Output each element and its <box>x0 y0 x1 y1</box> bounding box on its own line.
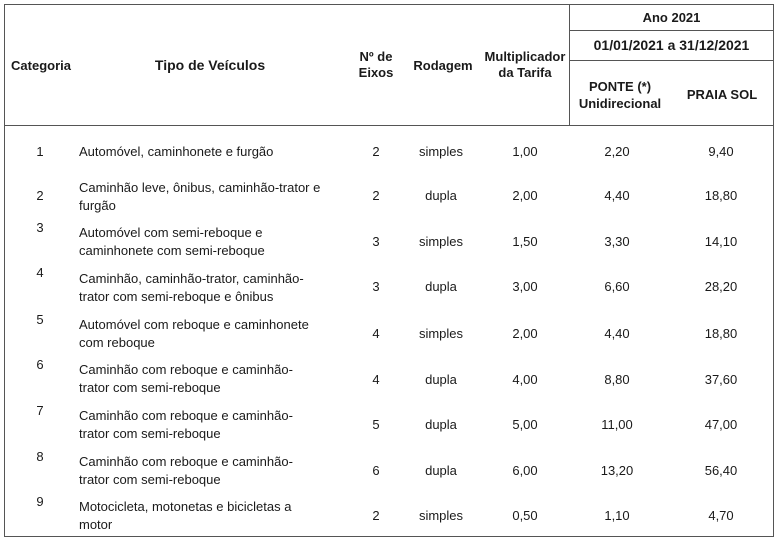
row-categoria: 1 <box>36 144 44 159</box>
row-tipo-line1: Automóvel com semi-reboque e <box>79 225 263 240</box>
row-praia-sol: 18,80 <box>704 188 738 203</box>
row-tipo-line1: Caminhão com reboque e caminhão- <box>79 362 293 377</box>
row-tipo-line1: Caminhão leve, ônibus, caminhão-trator e <box>79 180 321 195</box>
header-eixos-line2: Eixos <box>358 65 394 80</box>
row-tipo-line2: caminhonete com semi-reboque <box>79 243 265 258</box>
row-tipo-line2: furgão <box>79 198 116 213</box>
row-ponte: 2,20 <box>604 144 630 159</box>
row-multiplicador: 2,00 <box>512 188 538 203</box>
row-rodagem: dupla <box>425 279 457 294</box>
header-ponte-line1: PONTE (*) <box>588 79 652 94</box>
row-eixos: 4 <box>372 372 380 387</box>
row-multiplicador: 1,50 <box>512 234 538 249</box>
header-rodagem: Rodagem <box>413 58 473 73</box>
header-eixos-line1: Nº de <box>359 49 393 64</box>
row-rodagem: dupla <box>425 417 457 432</box>
row-tipo-line2: trator com semi-reboque <box>79 472 221 487</box>
header-divider-periodo <box>569 60 774 61</box>
row-multiplicador: 2,00 <box>512 326 538 341</box>
row-rodagem: dupla <box>425 463 457 478</box>
header-tipo-veiculos: Tipo de Veículos <box>154 57 266 73</box>
row-multiplicador: 0,50 <box>512 508 538 523</box>
row-praia-sol: 9,40 <box>708 144 734 159</box>
row-multiplicador: 6,00 <box>512 463 538 478</box>
row-eixos: 3 <box>372 279 380 294</box>
row-categoria: 5 <box>36 312 44 327</box>
row-tipo-line2: com reboque <box>79 335 155 350</box>
header-periodo: 01/01/2021 a 31/12/2021 <box>593 37 750 53</box>
row-rodagem: simples <box>418 326 464 341</box>
row-rodagem: simples <box>418 234 464 249</box>
row-categoria: 6 <box>36 357 44 372</box>
row-rodagem: simples <box>418 508 464 523</box>
row-ponte: 11,00 <box>601 417 633 432</box>
row-ponte: 1,10 <box>604 508 630 523</box>
header-ponte-line2: Unidirecional <box>578 96 662 111</box>
header-praia-sol: PRAIA SOL <box>686 87 758 102</box>
row-tipo-line1: Caminhão com reboque e caminhão- <box>79 454 293 469</box>
header-bottom-border <box>4 125 774 126</box>
row-rodagem: dupla <box>425 372 457 387</box>
row-categoria: 7 <box>36 403 44 418</box>
row-tipo-line1: Motocicleta, motonetas e bicicletas a <box>79 499 292 514</box>
row-categoria: 3 <box>36 220 44 235</box>
row-tipo-line1: Caminhão com reboque e caminhão- <box>79 408 293 423</box>
row-eixos: 3 <box>372 234 380 249</box>
row-praia-sol: 56,40 <box>704 463 738 478</box>
header-ano: Ano 2021 <box>642 10 701 25</box>
row-praia-sol: 14,10 <box>704 234 738 249</box>
row-eixos: 2 <box>372 508 380 523</box>
row-tipo-line2: trator com semi-reboque <box>79 426 221 441</box>
row-ponte: 13,20 <box>600 463 634 478</box>
row-praia-sol: 18,80 <box>704 326 738 341</box>
header-divider-ano <box>569 30 774 31</box>
row-eixos: 5 <box>372 417 380 432</box>
row-ponte: 4,40 <box>604 326 630 341</box>
row-eixos: 4 <box>372 326 380 341</box>
row-tipo-line2: trator com semi-reboque e ônibus <box>79 289 274 304</box>
header-multiplicador-line1: Multiplicador <box>484 49 566 64</box>
row-eixos: 2 <box>372 144 380 159</box>
header-categoria: Categoria <box>11 58 71 73</box>
row-praia-sol: 37,60 <box>704 372 738 387</box>
row-ponte: 8,80 <box>604 372 630 387</box>
row-eixos: 6 <box>372 463 380 478</box>
row-categoria: 9 <box>36 494 44 509</box>
row-categoria: 8 <box>36 449 44 464</box>
row-eixos: 2 <box>372 188 380 203</box>
row-multiplicador: 1,00 <box>512 144 538 159</box>
row-praia-sol: 28,20 <box>704 279 738 294</box>
row-tipo-line1: Automóvel, caminhonete e furgão <box>79 144 274 159</box>
row-tipo-line2: motor <box>79 517 113 532</box>
row-multiplicador: 3,00 <box>512 279 538 294</box>
row-ponte: 4,40 <box>604 188 630 203</box>
row-rodagem: dupla <box>425 188 457 203</box>
row-praia-sol: 4,70 <box>708 508 734 523</box>
row-categoria: 2 <box>36 188 44 203</box>
row-tipo-line1: Caminhão, caminhão-trator, caminhão- <box>79 271 304 286</box>
row-tipo-line1: Automóvel com reboque e caminhonete <box>79 317 309 332</box>
row-multiplicador: 5,00 <box>512 417 538 432</box>
row-ponte: 6,60 <box>604 279 630 294</box>
row-ponte: 3,30 <box>604 234 630 249</box>
row-multiplicador: 4,00 <box>512 372 538 387</box>
row-rodagem: simples <box>418 144 464 159</box>
row-tipo-line2: trator com semi-reboque <box>79 380 221 395</box>
row-praia-sol: 47,00 <box>704 417 738 432</box>
row-categoria: 4 <box>36 265 44 280</box>
header-multiplicador-line2: da Tarifa <box>498 65 552 80</box>
